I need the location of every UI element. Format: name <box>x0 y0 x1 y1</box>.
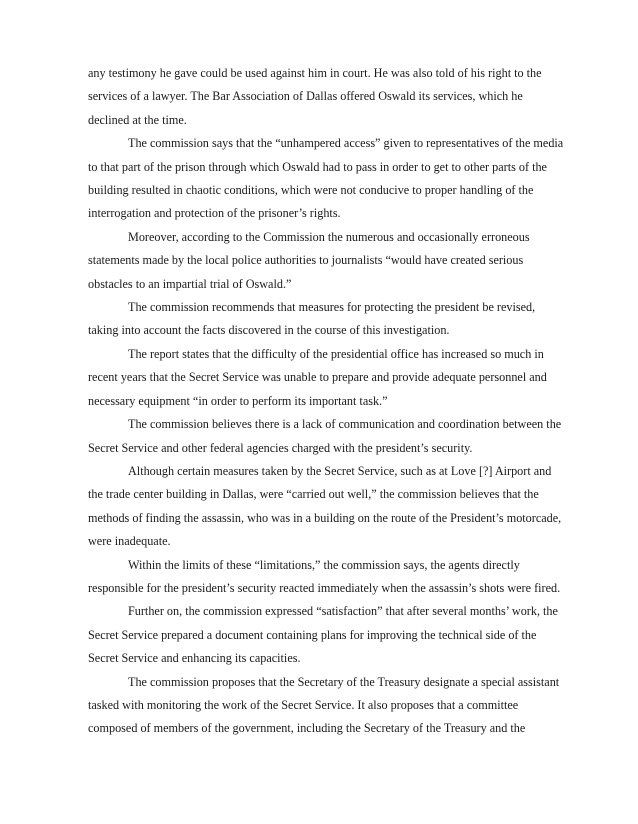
paragraph-finding-assassin: Although certain measures taken by the Secret Service, such as at Love [?] Airport and the trade center building in Dallas, were “carried out well,” the commission believes that the methods of finding the assassin, who was in a building on the route of the President’s motorcade, were inadequate. <box>88 463 562 549</box>
paragraph-special-assistant: The commission proposes that the Secretary of the Treasury designate a special assistant tasked with monitoring the work of the Secret Service. It also proposes that a committee composed of members of the government, including the Secretary of the Treasury and the <box>88 674 560 736</box>
document-body <box>88 62 564 741</box>
paragraph-erroneous-statements: Moreover, according to the Commission the numerous and occasionally erroneous statements made by the local police authorities to journalists “would have created serious obstacles to an impartial trial of Oswald.” <box>88 229 530 291</box>
paragraph-unhampered-access: The commission says that the “unhampered access” given to representatives of the media to that part of the prison through which Oswald had to pass in order to get to other parts of the building resulted in chaotic conditions, which were not conducive to proper handling of the interrogation and protection of the prisoner’s rights. <box>88 136 564 221</box>
paragraph-satisfaction: Further on, the commission expressed “satisfaction” that after several months’ work, the Secret Service prepared a document containing plans for improving the technical side of the Secret Service and enhancing its capacities. <box>88 604 558 666</box>
paragraph-protection-measures: The commission recommends that measures for protecting the president be revised, taking into account the facts discovered in the course of this investigation. <box>88 300 536 338</box>
paragraph-presidential-office: The report states that the difficulty of the presidential office has increased so much in recent years that the Secret Service was unable to prepare and provide adequate personnel and necessary equipment “in order to perform its important task.” <box>88 346 547 408</box>
paragraph-communication-coordination: The commission believes there is a lack of communication and coordination between the Secret Service and other federal agencies charged with the president’s security. <box>88 417 562 455</box>
paragraph-limitations: Within the limits of these “limitations,” the commission says, the agents directly responsible for the president’s security reacted immediately when the assassin’s shots were fired. <box>88 557 561 595</box>
paragraph-testimony-continuation: any testimony he gave could be used against him in court. He was also told of his right to the services of a lawyer. The Bar Association of Dallas offered Oswald its services, which he declined at the time. <box>88 66 542 127</box>
